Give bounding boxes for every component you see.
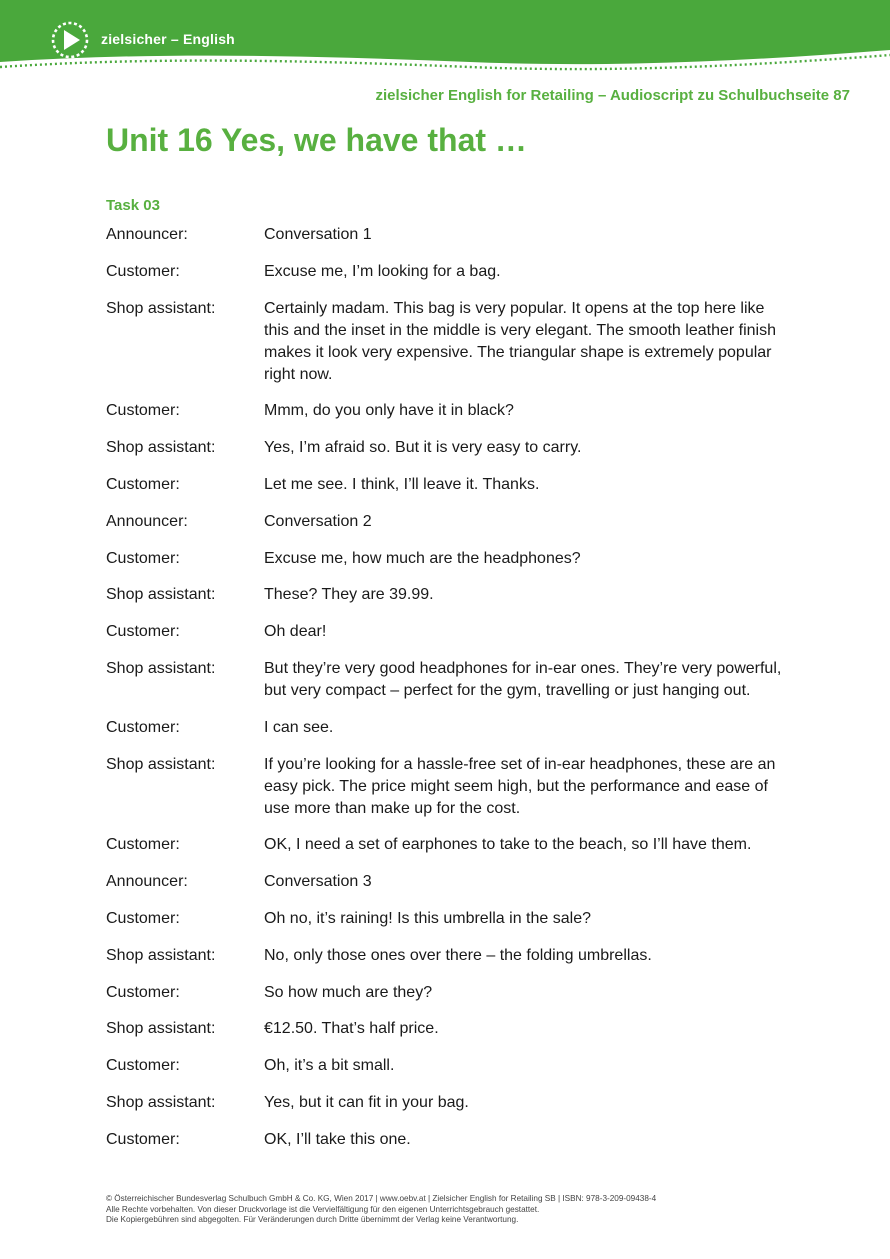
transcript-line — [106, 548, 796, 570]
transcript-line — [106, 224, 796, 246]
speaker-label: Shop assistant: — [106, 439, 216, 457]
footer-line: Alle Rechte vorbehalten. Von dieser Druckvorlage ist die Vervielfältigung für den eigenen Unterrichtsgebrauch gestattet. — [106, 1204, 540, 1214]
speech-text: So how much are they? — [264, 983, 433, 1001]
footer-line: © Österreichischer Bundesverlag Schulbuch GmbH & Co. KG, Wien 2017 | www.oebv.at | Zielsicher English for Retailing SB | ISBN: 978-3-209-09438-4 — [106, 1194, 657, 1203]
transcript-line — [106, 474, 796, 496]
transcript-line — [106, 834, 796, 856]
speech-text: Let me see. I think, I’ll leave it. Thanks. — [264, 475, 540, 493]
transcript-line — [106, 511, 796, 533]
transcript — [106, 224, 796, 1166]
transcript-line — [106, 298, 796, 386]
speech-text: Mmm, do you only have it in black? — [264, 402, 514, 420]
transcript-line — [106, 1055, 796, 1077]
speaker-label: Announcer: — [106, 512, 188, 530]
transcript-line — [106, 717, 796, 739]
speaker-label: Announcer: — [106, 873, 188, 891]
speech-text: Conversation 1 — [264, 226, 372, 243]
speaker-label: Shop assistant: — [106, 1020, 216, 1038]
speaker-label: Customer: — [106, 475, 180, 493]
transcript-line — [106, 400, 796, 422]
speaker-label: Shop assistant: — [106, 755, 216, 773]
brand-name: zielsicher – English — [101, 31, 235, 47]
speech-text: But they’re very good headphones for in-ear ones. They’re very powerful, but very compact – perfect for the gym, travelling or just hanging out. — [264, 659, 782, 699]
speaker-label: Customer: — [106, 718, 180, 736]
speaker-label: Shop assistant: — [106, 299, 216, 317]
speaker-label: Shop assistant: — [106, 946, 216, 964]
transcript-line — [106, 584, 796, 606]
speaker-label: Customer: — [106, 1057, 180, 1075]
speech-text: These? They are 39.99. — [264, 586, 434, 604]
speech-text: Certainly madam. This bag is very popular. It opens at the top here like this and the inset in the middle is very elegant. The smooth leather finish makes it look very expensive. The triangular shape is extremely popular right now. — [264, 299, 776, 383]
task-heading: Task 03 — [106, 197, 160, 214]
speech-text: Oh, it’s a bit small. — [264, 1057, 395, 1075]
speaker-label: Customer: — [106, 983, 180, 1001]
speech-text: Oh dear! — [264, 623, 327, 641]
transcript-line — [106, 261, 796, 283]
running-header: zielsicher English for Retailing – Audioscript zu Schulbuchseite 87 — [375, 87, 850, 104]
footer-line: Die Kopiergebühren sind abgegolten. Für Veränderungen durch Dritte übernimmt der Verlag keine Verantwortung. — [106, 1215, 519, 1224]
transcript-line — [106, 908, 796, 930]
transcript-line — [106, 982, 796, 1004]
speech-text: Excuse me, I’m looking for a bag. — [264, 262, 501, 280]
speech-text: Oh no, it’s raining! Is this umbrella in the sale? — [264, 909, 591, 927]
transcript-line — [106, 437, 796, 459]
speaker-label: Customer: — [106, 1130, 180, 1148]
speaker-label: Customer: — [106, 909, 180, 927]
transcript-line — [106, 871, 796, 893]
transcript-line — [106, 1092, 796, 1114]
speech-text: Excuse me, how much are the headphones? — [264, 549, 581, 567]
speaker-label: Announcer: — [106, 226, 188, 243]
footer — [106, 1194, 826, 1226]
speech-text: I can see. — [264, 718, 334, 736]
transcript-line — [106, 945, 796, 967]
speech-text: If you’re looking for a hassle-free set of in-ear headphones, these are an easy pick. The price might seem high, but the performance and ease of use more than make up for the cost. — [264, 755, 776, 817]
transcript-line — [106, 658, 796, 702]
speech-text: OK, I need a set of earphones to take to the beach, so I’ll have them. — [264, 836, 752, 854]
speaker-label: Shop assistant: — [106, 1093, 216, 1111]
speaker-label: Shop assistant: — [106, 659, 216, 677]
speaker-label: Customer: — [106, 549, 180, 567]
speech-text: No, only those ones over there – the folding umbrellas. — [264, 946, 652, 964]
transcript-line — [106, 1018, 796, 1040]
play-circle-icon — [50, 20, 90, 60]
speaker-label: Customer: — [106, 402, 180, 420]
speech-text: Yes, I’m afraid so. But it is very easy to carry. — [264, 439, 582, 457]
transcript-line — [106, 621, 796, 643]
transcript-line — [106, 754, 796, 820]
speech-text: OK, I’ll take this one. — [264, 1130, 411, 1148]
speech-text: Conversation 3 — [264, 873, 372, 891]
page-title: Unit 16 Yes, we have that … — [106, 122, 527, 158]
speaker-label: Customer: — [106, 623, 180, 641]
transcript-line — [106, 1129, 796, 1151]
speaker-label: Customer: — [106, 836, 180, 854]
speaker-label: Shop assistant: — [106, 586, 216, 604]
speech-text: Yes, but it can fit in your bag. — [264, 1093, 469, 1111]
speech-text: Conversation 2 — [264, 512, 372, 530]
speaker-label: Customer: — [106, 262, 180, 280]
speech-text: €12.50. That’s half price. — [264, 1020, 439, 1038]
